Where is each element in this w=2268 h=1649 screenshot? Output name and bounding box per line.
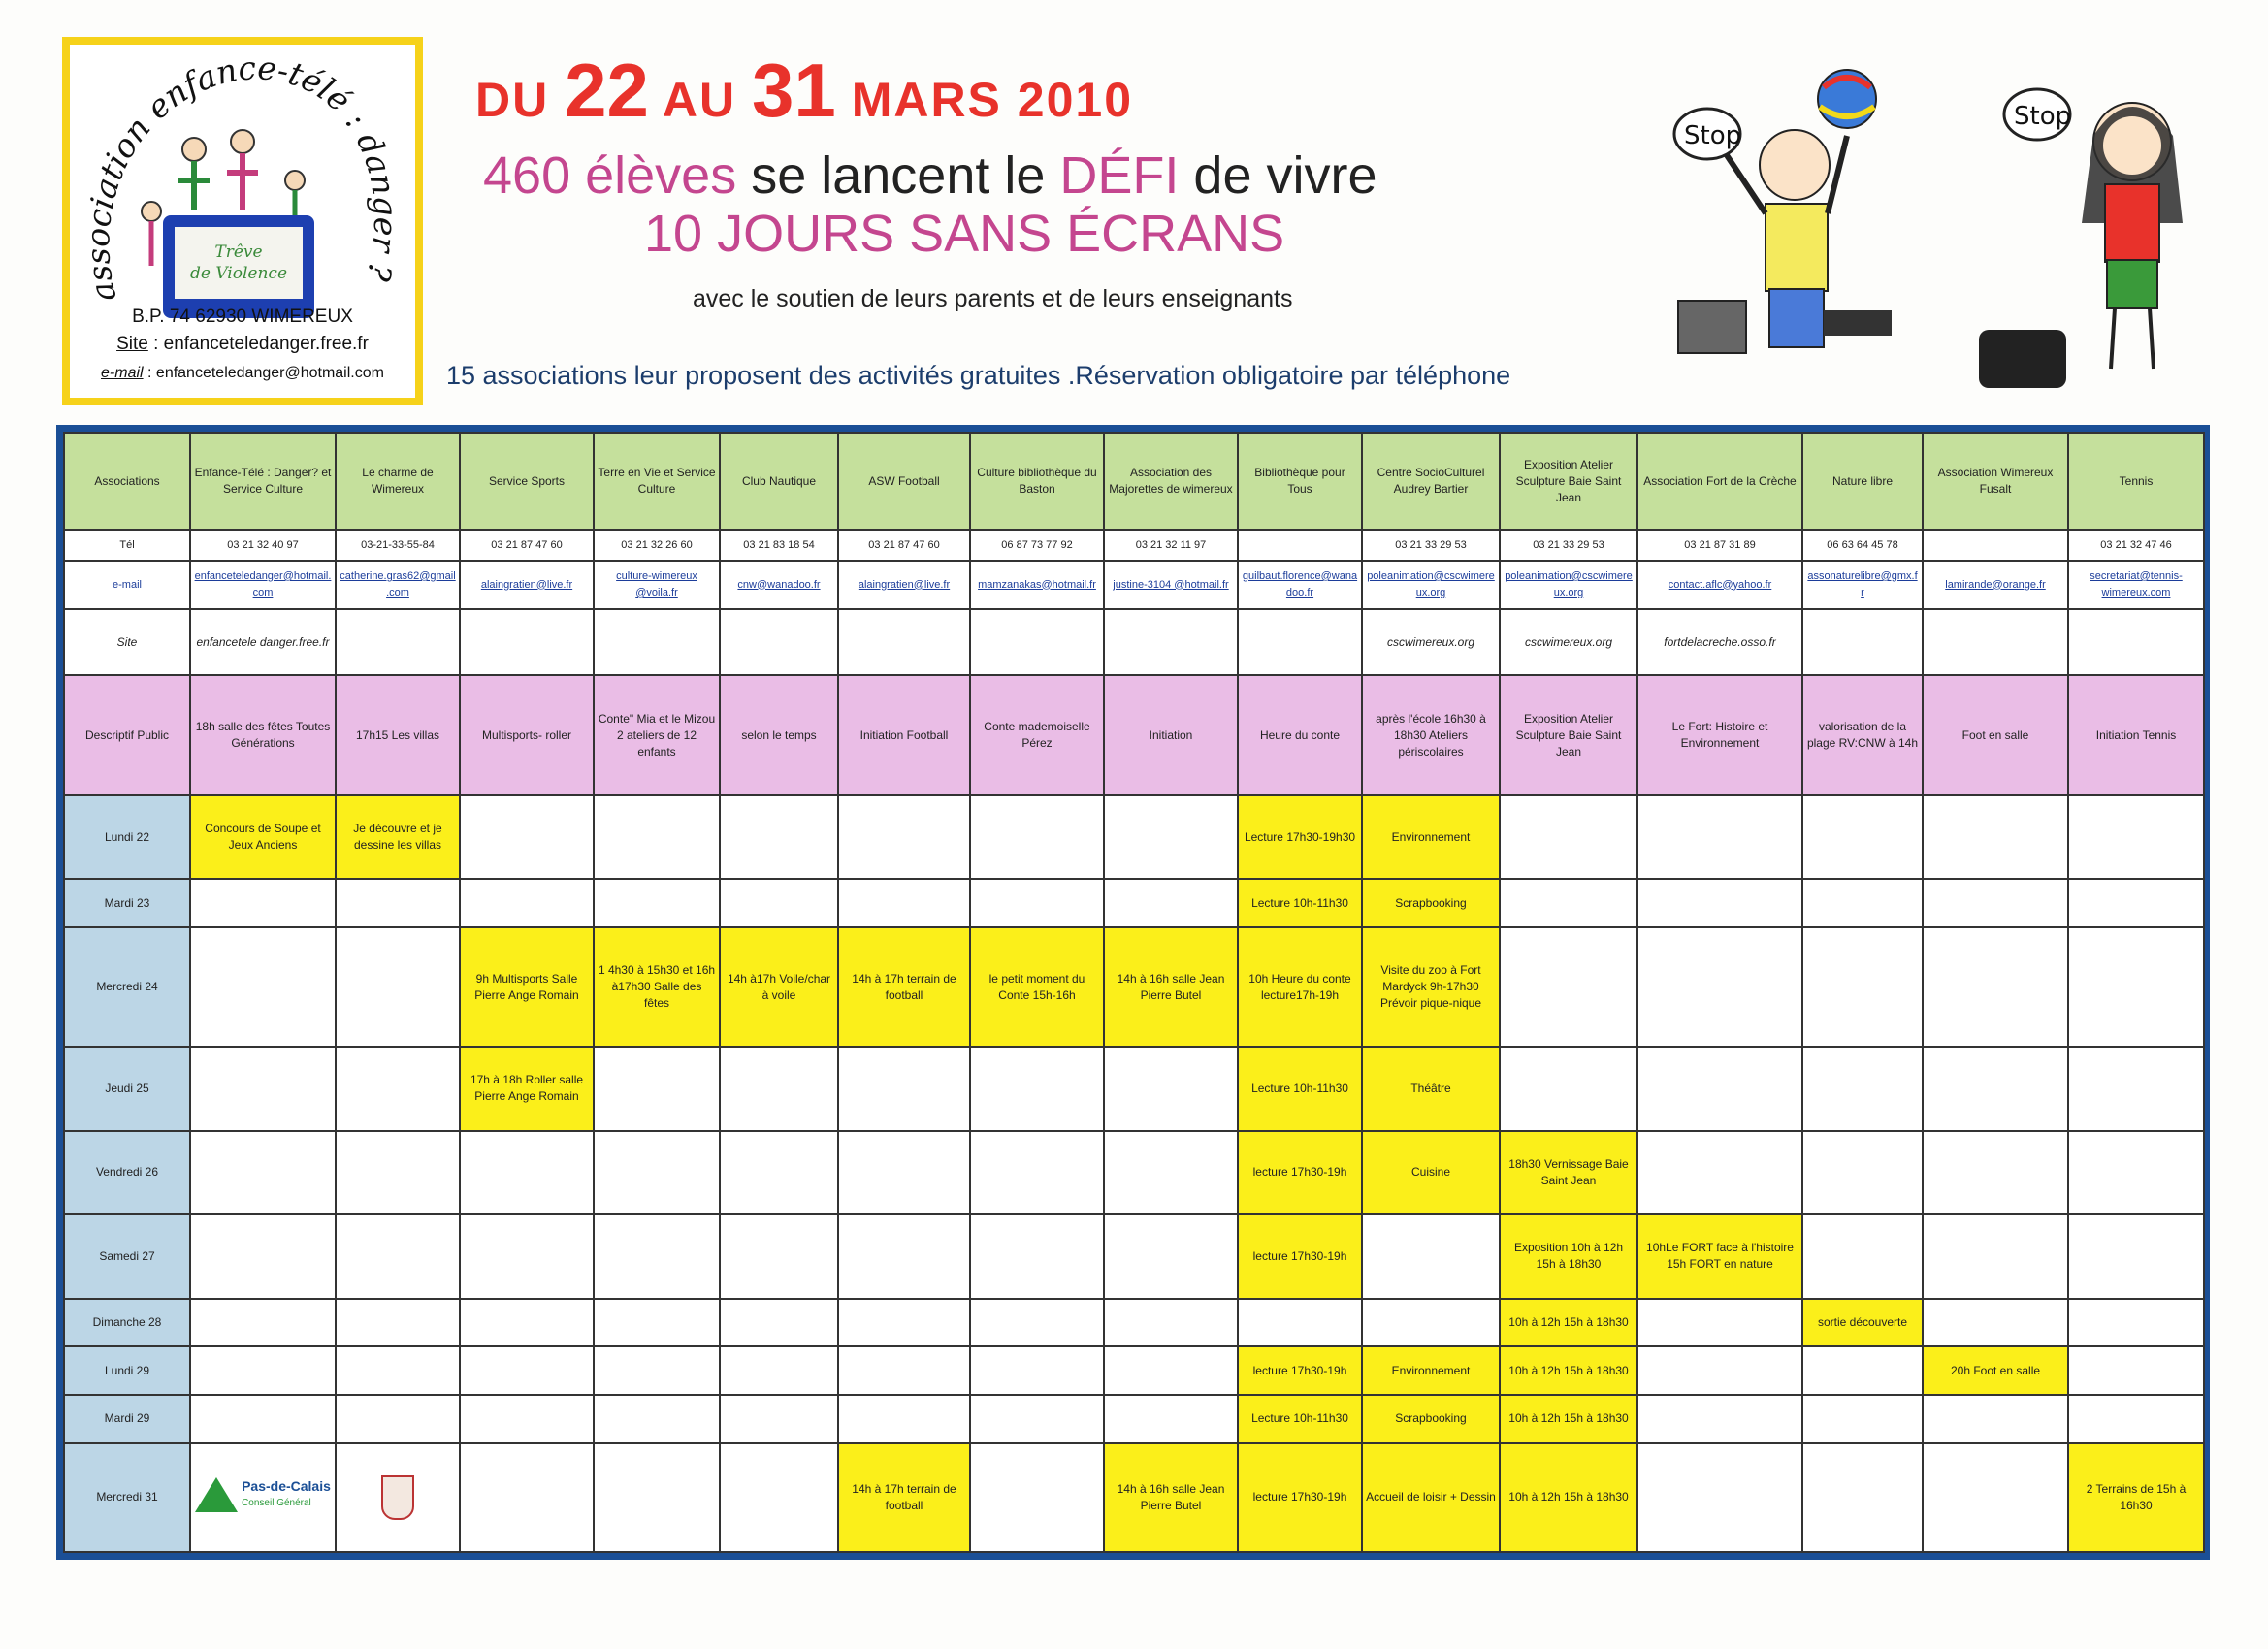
activity-cell	[1923, 1131, 2068, 1214]
activity-cell	[1802, 1395, 1923, 1443]
description-row-cell: selon le temps	[720, 675, 838, 795]
table-body	[64, 433, 2204, 1552]
activity-cell	[460, 1299, 594, 1347]
day-label: Mercredi 24	[64, 927, 190, 1047]
website-row-cell	[970, 609, 1104, 675]
description-row-cell: Initiation Football	[838, 675, 970, 795]
association-header-row-cell: Club Nautique	[720, 433, 838, 530]
activity-cell	[1637, 1346, 1802, 1395]
title-day1: 22	[565, 48, 649, 133]
phone-row-cell: 03 21 87 31 89	[1637, 530, 1802, 561]
activity-cell	[460, 1214, 594, 1298]
activity-cell	[1637, 795, 1802, 879]
email-value: : enfanceteledanger@hotmail.com	[143, 365, 384, 381]
wimereux-crest-icon	[381, 1475, 414, 1520]
phone-row-cell	[1238, 530, 1362, 561]
activity-cell: Environnement	[1362, 1346, 1500, 1395]
activity-cell	[1802, 1443, 1923, 1552]
activity-cell	[336, 1443, 460, 1552]
activity-cell	[720, 1131, 838, 1214]
phone-row-cell: 03 21 33 29 53	[1500, 530, 1637, 561]
phone-row-cell: 03 21 87 47 60	[460, 530, 594, 561]
activity-cell: 10h à 12h 15h à 18h30	[1500, 1299, 1637, 1347]
phone-row-cell: 06 87 73 77 92	[970, 530, 1104, 561]
activity-cell	[970, 1299, 1104, 1347]
title-day2: 31	[752, 48, 836, 133]
email-row-cell[interactable]: poleanimation@cscwimereux.org	[1500, 561, 1637, 609]
headline-part1: 460 élèves	[483, 146, 737, 205]
activity-cell	[460, 1131, 594, 1214]
headline-2: 10 JOURS SANS ÉCRANS	[644, 205, 1285, 263]
association-header-row-cell: Associations	[64, 433, 190, 530]
activity-cell: 10h à 12h 15h à 18h30	[1500, 1346, 1637, 1395]
website-row-cell	[2068, 609, 2204, 675]
activity-cell	[720, 1395, 838, 1443]
activity-cell	[1923, 795, 2068, 879]
day-row	[64, 1395, 2204, 1443]
activity-cell: Accueil de loisir + Dessin	[1362, 1443, 1500, 1552]
activity-cell: Lecture 10h-11h30	[1238, 1395, 1362, 1443]
association-header-row-cell: Culture bibliothèque du Baston	[970, 433, 1104, 530]
website-row-cell: cscwimereux.org	[1362, 609, 1500, 675]
description-row-cell: après l'école 16h30 à 18h30 Ateliers périscolaires	[1362, 675, 1500, 795]
activity-cell	[720, 1346, 838, 1395]
day-row	[64, 1443, 2204, 1552]
activity-cell	[594, 1214, 720, 1298]
activity-cell	[190, 927, 336, 1047]
activity-cell: Lecture 10h-11h30	[1238, 1047, 1362, 1130]
activity-cell	[1500, 795, 1637, 879]
info-line: 15 associations leur proposent des activités gratuites .Réservation obligatoire par téléphone	[446, 361, 1511, 390]
activity-cell	[2068, 1395, 2204, 1443]
activity-cell: Lecture 10h-11h30	[1238, 879, 1362, 927]
day-label: Lundi 29	[64, 1346, 190, 1395]
description-row-cell: Conte mademoiselle Pérez	[970, 675, 1104, 795]
activity-cell	[1500, 927, 1637, 1047]
activity-cell	[336, 1346, 460, 1395]
activity-cell	[1802, 1131, 1923, 1214]
phone-row-cell: Tél	[64, 530, 190, 561]
day-label: Mardi 23	[64, 879, 190, 927]
activity-cell	[970, 1047, 1104, 1130]
description-row-cell: Conte" Mia et le Mizou 2 ateliers de 12 enfants	[594, 675, 720, 795]
activity-cell	[190, 1299, 336, 1347]
activity-cell	[1802, 927, 1923, 1047]
activity-cell	[1802, 1214, 1923, 1298]
activity-cell: Cuisine	[1362, 1131, 1500, 1214]
activity-cell: 14h à17h Voile/char à voile	[720, 927, 838, 1047]
activity-cell: 10h Heure du conte lecture17h-19h	[1238, 927, 1362, 1047]
association-header-row-cell: Enfance-Télé : Danger? et Service Culture	[190, 433, 336, 530]
email-row	[64, 561, 2204, 609]
activity-cell	[720, 1299, 838, 1347]
activity-cell	[2068, 1346, 2204, 1395]
activity-cell: 1 4h30 à 15h30 et 16h à17h30 Salle des fêtes	[594, 927, 720, 1047]
association-header-row	[64, 433, 2204, 530]
pdc-sub: Conseil Général	[242, 1498, 311, 1509]
description-row-cell: Initiation	[1104, 675, 1238, 795]
website-row-cell: enfancetele danger.free.fr	[190, 609, 336, 675]
date-title	[475, 47, 1133, 135]
activity-cell	[838, 1395, 970, 1443]
activity-cell: 14h à 17h terrain de football	[838, 927, 970, 1047]
activity-cell	[2068, 795, 2204, 879]
activity-cell	[1362, 1214, 1500, 1298]
day-row	[64, 879, 2204, 927]
site-label: Site	[116, 334, 148, 354]
activity-cell	[460, 1395, 594, 1443]
association-header-row-cell: ASW Football	[838, 433, 970, 530]
activity-cell	[336, 1131, 460, 1214]
association-header-row-cell: Nature libre	[1802, 433, 1923, 530]
association-header-row-cell: Le charme de Wimereux	[336, 433, 460, 530]
day-label: Jeudi 25	[64, 1047, 190, 1130]
phone-row	[64, 530, 2204, 561]
activities-schedule-table	[56, 425, 2210, 1560]
association-header-row-cell: Association Wimereux Fusalt	[1923, 433, 2068, 530]
email-row-cell[interactable]: catherine.gras62@gmail.com	[336, 561, 460, 609]
description-row-cell: 17h15 Les villas	[336, 675, 460, 795]
website-row-cell	[460, 609, 594, 675]
email-row-cell: e-mail	[64, 561, 190, 609]
activity-cell: 17h à 18h Roller salle Pierre Ange Romain	[460, 1047, 594, 1130]
activity-cell	[1923, 927, 2068, 1047]
activity-cell: 9h Multisports Salle Pierre Ange Romain	[460, 927, 594, 1047]
phone-row-cell: 03 21 87 47 60	[838, 530, 970, 561]
activity-cell	[1362, 1299, 1500, 1347]
headline-part3: DÉFI	[1059, 146, 1180, 205]
activity-cell	[1104, 1214, 1238, 1298]
tv-text-1: Trêve	[214, 242, 263, 262]
activity-cell	[1500, 1047, 1637, 1130]
email-row-cell[interactable]: secretariat@tennis-wimereux.com	[2068, 561, 2204, 609]
activity-cell	[460, 1443, 594, 1552]
activity-cell	[336, 927, 460, 1047]
activity-cell: lecture 17h30-19h	[1238, 1214, 1362, 1298]
activity-cell	[1104, 1346, 1238, 1395]
description-row-cell: Foot en salle	[1923, 675, 2068, 795]
website-row-cell: Site	[64, 609, 190, 675]
description-row-cell: Descriptif Public	[64, 675, 190, 795]
activity-cell	[2068, 927, 2204, 1047]
activity-cell: Scrapbooking	[1362, 879, 1500, 927]
activity-cell	[460, 1346, 594, 1395]
email-row-cell[interactable]: assonaturelibre@gmx.fr	[1802, 561, 1923, 609]
activity-cell: 2 Terrains de 15h à 16h30	[2068, 1443, 2204, 1552]
activity-cell: 14h à 16h salle Jean Pierre Butel	[1104, 927, 1238, 1047]
association-header-row-cell: Centre SocioCulturel Audrey Bartier	[1362, 433, 1500, 530]
association-header-row-cell: Association Fort de la Crèche	[1637, 433, 1802, 530]
activity-cell: lecture 17h30-19h	[1238, 1346, 1362, 1395]
tv-text-2: de Violence	[189, 264, 288, 283]
activity-cell	[1637, 1443, 1802, 1552]
description-row	[64, 675, 2204, 795]
description-row-cell: 18h salle des fêtes Toutes Générations	[190, 675, 336, 795]
activity-cell: 20h Foot en salle	[1923, 1346, 2068, 1395]
activity-cell	[720, 1443, 838, 1552]
activity-cell	[594, 1443, 720, 1552]
activity-cell	[190, 1047, 336, 1130]
activity-cell	[838, 1131, 970, 1214]
website-row-cell: cscwimereux.org	[1500, 609, 1637, 675]
phone-row-cell: 06 63 64 45 78	[1802, 530, 1923, 561]
email-row-cell[interactable]: cnw@wanadoo.fr	[720, 561, 838, 609]
email-row-cell[interactable]: enfanceteledanger@hotmail.com	[190, 561, 336, 609]
activity-cell	[594, 1299, 720, 1347]
activity-cell	[720, 879, 838, 927]
email-row-cell[interactable]: poleanimation@cscwimereux.org	[1362, 561, 1500, 609]
activity-cell	[336, 1395, 460, 1443]
activity-cell	[594, 1131, 720, 1214]
activity-cell	[838, 795, 970, 879]
activity-cell: 10h à 12h 15h à 18h30	[1500, 1395, 1637, 1443]
activity-cell: Je découvre et je dessine les villas	[336, 795, 460, 879]
email-label: e-mail	[101, 365, 144, 381]
phone-row-cell: 03 21 32 40 97	[190, 530, 336, 561]
subheadline: avec le soutien de leurs parents et de leurs enseignants	[693, 285, 1293, 312]
day-label: Vendredi 26	[64, 1131, 190, 1214]
description-row-cell: Exposition Atelier Sculpture Baie Saint Jean	[1500, 675, 1637, 795]
activity-cell	[838, 1346, 970, 1395]
activity-cell	[970, 879, 1104, 927]
day-label: Dimanche 28	[64, 1299, 190, 1347]
activity-cell	[336, 1047, 460, 1130]
activity-cell	[594, 795, 720, 879]
pas-de-calais-logo	[195, 1477, 331, 1512]
activity-cell	[1637, 1047, 1802, 1130]
activity-cell	[1104, 879, 1238, 927]
day-row	[64, 1214, 2204, 1298]
phone-row-cell: 03-21-33-55-84	[336, 530, 460, 561]
activity-cell: 14h à 17h terrain de football	[838, 1443, 970, 1552]
phone-row-cell: 03 21 32 11 97	[1104, 530, 1238, 561]
website-row	[64, 609, 2204, 675]
activity-cell	[1802, 1346, 1923, 1395]
phone-row-cell: 03 21 32 47 46	[2068, 530, 2204, 561]
activity-cell	[460, 879, 594, 927]
email-row-cell[interactable]: mamzanakas@hotmail.fr	[970, 561, 1104, 609]
activity-cell	[1637, 879, 1802, 927]
activity-cell	[838, 1047, 970, 1130]
website-row-cell	[720, 609, 838, 675]
logo-site	[70, 334, 415, 355]
activity-cell	[838, 1299, 970, 1347]
email-row-cell[interactable]: lamirande@orange.fr	[1923, 561, 2068, 609]
activity-cell	[1104, 1395, 1238, 1443]
phone-row-cell	[1923, 530, 2068, 561]
website-row-cell	[594, 609, 720, 675]
activity-cell	[970, 1395, 1104, 1443]
activity-cell	[1637, 927, 1802, 1047]
activity-cell	[1500, 879, 1637, 927]
activity-cell: Concours de Soupe et Jeux Anciens	[190, 795, 336, 879]
activity-cell: Théâtre	[1362, 1047, 1500, 1130]
website-row-cell	[1104, 609, 1238, 675]
svg-text:association enfance-télé : dan: association enfance-télé : danger ?	[79, 48, 405, 306]
day-row	[64, 1346, 2204, 1395]
activity-cell: Environnement	[1362, 795, 1500, 879]
activity-cell: 18h30 Vernissage Baie Saint Jean	[1500, 1131, 1637, 1214]
title-du: DU	[475, 73, 566, 127]
tv-icon	[163, 215, 314, 318]
day-label: Lundi 22	[64, 795, 190, 879]
activity-cell	[2068, 1047, 2204, 1130]
activity-cell	[720, 1047, 838, 1130]
activity-cell	[190, 1131, 336, 1214]
activity-cell	[190, 879, 336, 927]
activity-cell: 10hLe FORT face à l'histoire 15h FORT en nature	[1637, 1214, 1802, 1298]
activity-cell: Exposition 10h à 12h 15h à 18h30	[1500, 1214, 1637, 1298]
activity-cell	[838, 879, 970, 927]
activity-cell	[594, 1346, 720, 1395]
activity-cell	[838, 1214, 970, 1298]
description-row-cell: valorisation de la plage RV:CNW à 14h	[1802, 675, 1923, 795]
stop-bubble-2: Stop	[2014, 102, 2072, 131]
title-au: AU	[648, 73, 753, 127]
activity-cell	[1923, 1047, 2068, 1130]
email-row-cell[interactable]: culture-wimereux @voila.fr	[594, 561, 720, 609]
email-row-cell[interactable]: contact.aflc@yahoo.fr	[1637, 561, 1802, 609]
website-row-cell	[1802, 609, 1923, 675]
activity-cell	[1104, 1299, 1238, 1347]
activity-cell	[1637, 1131, 1802, 1214]
day-row	[64, 1047, 2204, 1130]
day-label: Mercredi 31	[64, 1443, 190, 1552]
activity-cell	[2068, 879, 2204, 927]
day-label: Samedi 27	[64, 1214, 190, 1298]
headline-part4: de vivre	[1179, 146, 1377, 205]
site-value: : enfanceteledanger.free.fr	[147, 334, 369, 354]
activity-cell	[720, 795, 838, 879]
association-header-row-cell: Service Sports	[460, 433, 594, 530]
website-row-cell	[1238, 609, 1362, 675]
activity-cell	[594, 879, 720, 927]
description-row-cell: Le Fort: Histoire et Environnement	[1637, 675, 1802, 795]
email-row-cell[interactable]: justine-3104 @hotmail.fr	[1104, 561, 1238, 609]
activity-cell	[720, 1214, 838, 1298]
association-header-row-cell: Association des Majorettes de wimereux	[1104, 433, 1238, 530]
day-row	[64, 1131, 2204, 1214]
activity-cell: lecture 17h30-19h	[1238, 1131, 1362, 1214]
activity-cell	[336, 879, 460, 927]
activity-cell: 14h à 16h salle Jean Pierre Butel	[1104, 1443, 1238, 1552]
description-row-cell: Multisports- roller	[460, 675, 594, 795]
website-row-cell: fortdelacreche.osso.fr	[1637, 609, 1802, 675]
activity-cell: lecture 17h30-19h	[1238, 1443, 1362, 1552]
headline-part2: se lancent le	[736, 146, 1060, 205]
activity-cell	[970, 1346, 1104, 1395]
association-header-row-cell: Exposition Atelier Sculpture Baie Saint Jean	[1500, 433, 1637, 530]
activity-cell: le petit moment du Conte 15h-16h	[970, 927, 1104, 1047]
triangle-logo-icon	[195, 1477, 238, 1512]
phone-row-cell: 03 21 33 29 53	[1362, 530, 1500, 561]
logo-address: B.P. 74 62930 WIMEREUX	[132, 307, 353, 327]
activity-cell	[1238, 1299, 1362, 1347]
activity-cell	[1104, 1131, 1238, 1214]
activity-cell: sortie découverte	[1802, 1299, 1923, 1347]
activity-cell	[594, 1047, 720, 1130]
activity-cell	[336, 1299, 460, 1347]
activity-cell	[1923, 1443, 2068, 1552]
day-row	[64, 927, 2204, 1047]
website-row-cell	[336, 609, 460, 675]
activity-cell	[1802, 879, 1923, 927]
activity-cell	[2068, 1299, 2204, 1347]
logo-email	[70, 365, 415, 382]
association-header-row-cell: Bibliothèque pour Tous	[1238, 433, 1362, 530]
activity-cell	[1923, 1395, 2068, 1443]
email-row-cell[interactable]: guilbaut.florence@wanadoo.fr	[1238, 561, 1362, 609]
phone-row-cell: 03 21 83 18 54	[720, 530, 838, 561]
activity-cell	[970, 795, 1104, 879]
children-stop-screens-illustration	[1669, 58, 2212, 407]
activity-cell	[190, 1443, 336, 1552]
activity-cell: Scrapbooking	[1362, 1395, 1500, 1443]
activity-cell	[336, 1214, 460, 1298]
association-header-row-cell: Tennis	[2068, 433, 2204, 530]
activity-cell	[190, 1346, 336, 1395]
website-row-cell	[1923, 609, 2068, 675]
phone-row-cell: 03 21 32 26 60	[594, 530, 720, 561]
association-header-row-cell: Terre en Vie et Service Culture	[594, 433, 720, 530]
title-month: MARS 2010	[835, 73, 1134, 127]
description-row-cell: Heure du conte	[1238, 675, 1362, 795]
activity-cell	[1802, 795, 1923, 879]
activity-cell	[1637, 1299, 1802, 1347]
day-row	[64, 795, 2204, 879]
email-row-cell[interactable]: alaingratien@live.fr	[460, 561, 594, 609]
pdc-name: Pas-de-Calais	[242, 1478, 331, 1495]
day-row	[64, 1299, 2204, 1347]
activity-cell	[970, 1214, 1104, 1298]
activity-cell: Visite du zoo à Fort Mardyck 9h-17h30 Prévoir pique-nique	[1362, 927, 1500, 1047]
activity-cell	[970, 1443, 1104, 1552]
website-row-cell	[838, 609, 970, 675]
activity-cell	[1104, 1047, 1238, 1130]
headline	[483, 146, 1377, 206]
activity-cell	[190, 1214, 336, 1298]
activity-cell	[1637, 1395, 1802, 1443]
activity-cell	[1923, 1299, 2068, 1347]
activity-cell	[594, 1395, 720, 1443]
activity-cell	[2068, 1214, 2204, 1298]
activity-cell: Lecture 17h30-19h30	[1238, 795, 1362, 879]
stop-bubble-1: Stop	[1684, 121, 1742, 150]
activity-cell	[1923, 1214, 2068, 1298]
activity-cell: 10h à 12h 15h à 18h30	[1500, 1443, 1637, 1552]
activity-cell	[460, 795, 594, 879]
activity-cell	[1104, 795, 1238, 879]
activity-cell	[2068, 1131, 2204, 1214]
association-logo	[62, 37, 423, 405]
activity-cell	[190, 1395, 336, 1443]
description-row-cell: Initiation Tennis	[2068, 675, 2204, 795]
activity-cell	[970, 1131, 1104, 1214]
day-label: Mardi 29	[64, 1395, 190, 1443]
email-row-cell[interactable]: alaingratien@live.fr	[838, 561, 970, 609]
activity-cell	[1923, 879, 2068, 927]
activity-cell	[1802, 1047, 1923, 1130]
